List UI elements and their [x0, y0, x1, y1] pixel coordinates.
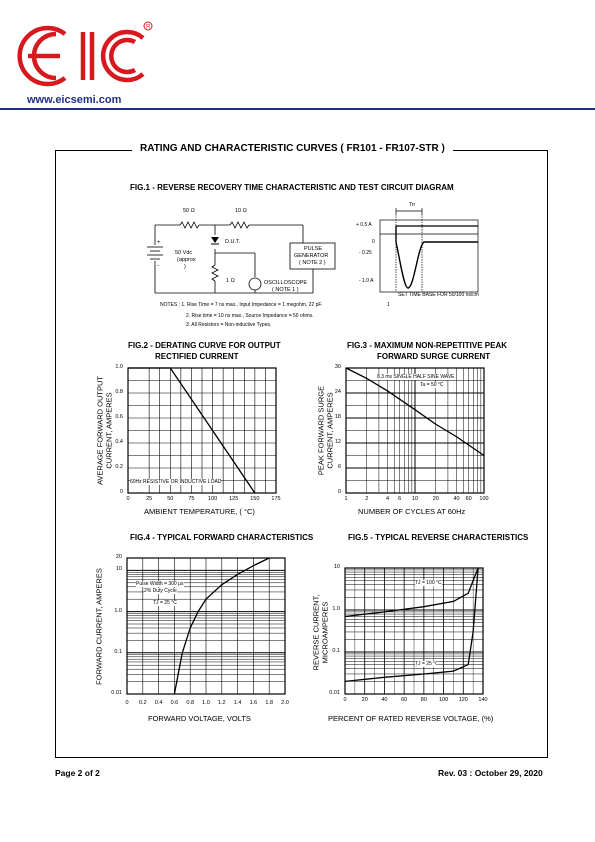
fig4-xtick: 0.2	[138, 700, 147, 706]
fig3-xtick: 2	[365, 496, 369, 502]
header-divider	[0, 108, 595, 110]
fig3-xlabel: NUMBER OF CYCLES AT 60Hz	[358, 507, 466, 516]
fig4-annotation-3: TJ = 25 °C	[153, 600, 177, 606]
fig4-xtick: 1.0	[202, 700, 210, 706]
fig4-xlabel: FORWARD VOLTAGE, VOLTS	[148, 714, 251, 723]
fig4-xtick: 0.4	[154, 700, 163, 706]
fig2-ytick: 0.6	[115, 414, 123, 420]
footer-rev: Rev. 03 : October 29, 2020	[438, 768, 543, 778]
fig5-annotation-1: TJ = 100 °C	[415, 580, 442, 586]
svg-text:-: -	[157, 263, 159, 269]
fig4-xtick: 1.2	[217, 700, 226, 706]
fig2-ytick: 1.0	[115, 364, 123, 370]
fig3-xtick: 40	[453, 496, 460, 502]
fig5-ylabel-1: REVERSE CURRENT,	[311, 594, 321, 671]
fig5-ytick: 0.1	[332, 648, 340, 654]
page-title: RATING AND CHARACTERISTIC CURVES ( FR101 - FR107-STR )	[132, 143, 453, 154]
fig4-ytick: 20	[115, 554, 122, 560]
fig5-ytick: 1.0	[332, 606, 340, 612]
fig2-title-1: FIG.2 - DERATING CURVE FOR OUTPUT	[128, 341, 281, 350]
fig5-title: FIG.5 - TYPICAL REVERSE CHARACTERISTICS	[348, 533, 529, 542]
fig4-ytick: 1.0	[114, 607, 122, 614]
dut-label: D.U.T.	[225, 239, 241, 245]
fig2-xtick: 150	[250, 496, 260, 502]
fig2-xlabel: AMBIENT TEMPERATURE, ( °C)	[144, 507, 255, 516]
wave-label-1a: - 1.0 A	[359, 278, 374, 284]
fig2-ytick: 0.8	[115, 389, 123, 395]
fig5-xlabel: PERCENT OF RATED REVERSE VOLTAGE, (%)	[328, 714, 494, 723]
r3-label: 1 Ω	[226, 278, 235, 284]
fig4-xtick: 0.6	[170, 700, 179, 706]
fig5-chart	[345, 568, 483, 694]
fig3-title-1: FIG.3 - MAXIMUM NON-REPETITIVE PEAK	[347, 341, 508, 350]
fig4-xtick: 1.8	[265, 700, 274, 706]
wave-label-025: - 0.25	[359, 250, 372, 256]
fig2-ytick: 0.4	[115, 439, 123, 445]
fig4-xtick: 1.6	[249, 700, 258, 706]
marker-label: 1	[387, 302, 390, 308]
fig3-xtick: 4	[386, 496, 390, 502]
fig5-ylabel-2: MICROAMPERES	[320, 601, 330, 664]
fig4-xtick: 0	[125, 700, 129, 706]
fig3-ylabel-2: CURRENT, AMPERES	[325, 392, 335, 469]
fig4-xtick: 1.4	[233, 700, 242, 706]
fig3-xtick: 20	[432, 496, 439, 502]
fig5-xtick: 80	[420, 697, 427, 703]
fig3-ytick: 24	[334, 389, 341, 395]
fig3-chart	[346, 368, 484, 493]
footer-page: Page 2 of 2	[55, 768, 100, 778]
fig5-xtick: 0	[343, 697, 347, 703]
fig5-xtick: 20	[361, 697, 368, 703]
fig2-xtick: 0	[126, 496, 130, 502]
fig4-title: FIG.4 - TYPICAL FORWARD CHARACTERISTICS	[130, 533, 314, 542]
fig4-ylabel: FORWARD CURRENT, AMPERES	[94, 568, 104, 685]
note-1: NOTES : 1. Rise Time = 7 ns max., Input Impedance = 1 megohm, 22 pF.	[160, 302, 323, 308]
fig3-ytick: 12	[334, 439, 341, 445]
fig5-xtick: 60	[401, 697, 408, 703]
fig2-ytick: 0	[119, 489, 123, 495]
fig2-xtick: 75	[188, 496, 195, 502]
fig4-annotation-2: 2% Duty Cycle	[144, 588, 177, 594]
note-2: 2. Rise time = 10 ns max., Source Impedance = 50 ohms.	[186, 313, 314, 319]
fig3-xtick: 10	[411, 496, 419, 502]
fig5-xtick: 140	[478, 697, 488, 703]
eic-logo	[20, 18, 160, 94]
fig2-xtick: 125	[229, 496, 239, 502]
fig2-chart	[128, 368, 276, 493]
pulse-gen-3: ( NOTE 2 )	[299, 260, 326, 266]
fig5-ytick: 10	[333, 564, 340, 570]
fig2-ylabel-2: CURRENT, AMPERES	[104, 392, 114, 469]
fig3-xtick: 100	[479, 496, 489, 502]
fig3-annotation-2: Ta = 50 °C	[420, 382, 444, 388]
svg-text:+: +	[157, 240, 161, 246]
fig4-chart	[127, 558, 285, 694]
fig4-xtick: 2.0	[281, 700, 289, 706]
trr-label: Trr	[409, 202, 416, 208]
wave-label-05: + 0.5 A	[356, 222, 372, 228]
fig5-annotation-2: TJ = 25 °C	[415, 661, 439, 667]
osc-label-2: ( NOTE 1 )	[272, 287, 299, 293]
fig4-ytick: 0.01	[111, 690, 122, 696]
fig3-xtick: 1	[344, 496, 348, 502]
fig4-annotation-1: Pulse Width = 300 μs	[136, 581, 184, 587]
fig5-xtick: 120	[458, 697, 468, 703]
r2-label: 10 Ω	[235, 208, 247, 214]
fig2-title-2: RECTIFIED CURRENT	[155, 352, 239, 361]
fig3-ytick: 6	[337, 464, 341, 470]
osc-label-1: OSCILLOSCOPE	[264, 280, 308, 286]
source-line-1: 50 Vdc	[175, 250, 193, 256]
r1-label: 50 Ω	[183, 208, 195, 214]
fig4-ytick: 0.1	[114, 648, 122, 655]
source-line-3: )	[184, 264, 186, 270]
fig4-ytick: 10	[115, 566, 122, 573]
fig2-ylabel-1: AVERAGE FORWARD OUTPUT	[95, 375, 105, 486]
fig1-title: FIG.1 - REVERSE RECOVERY TIME CHARACTERISTIC AND TEST CIRCUIT DIAGRAM	[130, 183, 454, 192]
fig3-ytick: 30	[334, 364, 341, 370]
fig3-ylabel-1: PEAK FORWARD SURGE	[316, 385, 326, 476]
fig3-ytick: 0	[337, 489, 341, 495]
timebase-label: SET TIME BASE FOR 50/100 ns/cm	[398, 292, 479, 298]
pulse-gen-2: GENERATOR	[294, 253, 329, 259]
website-text: www.eicsemi.com	[27, 94, 122, 106]
fig2-xtick: 175	[271, 496, 281, 502]
fig5-xtick: 40	[381, 697, 388, 703]
fig4-xtick: 0.8	[186, 700, 195, 706]
fig1-waveform	[380, 200, 490, 295]
pulse-gen-1: PULSE	[304, 246, 323, 252]
fig2-xtick: 100	[207, 496, 218, 502]
fig3-xtick: 6	[398, 496, 402, 502]
fig3-xtick: 60	[465, 496, 472, 502]
fig3-title-2: FORWARD SURGE CURRENT	[377, 352, 491, 361]
source-line-2: (approx	[177, 257, 196, 263]
fig2-xtick: 50	[167, 496, 174, 502]
fig5-ytick: 0.01	[329, 690, 340, 696]
fig2-xtick: 25	[146, 496, 153, 502]
fig2-annotation: 60Hz RESISTIVE OR INDUCTIVE LOAD	[130, 479, 222, 485]
fig5-xtick: 100	[438, 697, 449, 703]
fig3-ytick: 18	[334, 414, 341, 420]
note-3: 3. All Resistors = Non-inductive Types.	[186, 322, 272, 328]
wave-label-0: 0	[372, 239, 375, 245]
fig3-annotation-1: 8.3 ms SINGLE HALF SINE WAVE	[377, 374, 455, 380]
svg-text:R: R	[146, 24, 151, 31]
fig2-ytick: 0.2	[115, 464, 123, 470]
